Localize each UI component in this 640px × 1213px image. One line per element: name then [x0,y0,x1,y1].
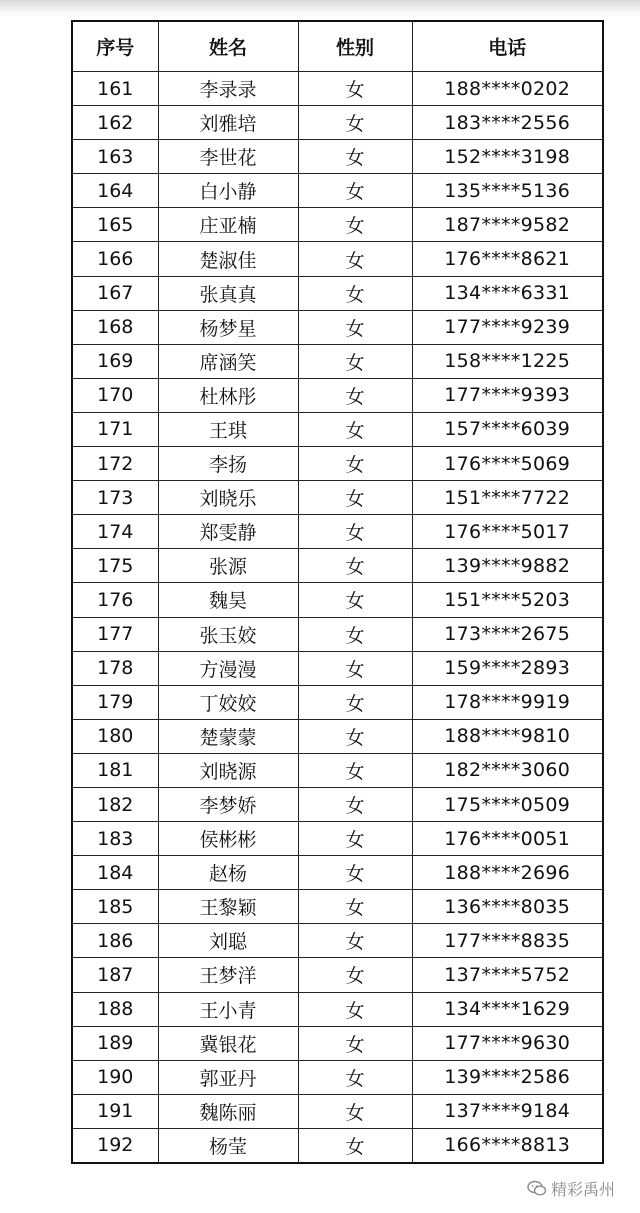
cell-name: 张真真 [158,276,298,310]
watermark [524,1176,618,1201]
cell-gender: 女 [298,1060,412,1094]
cell-index: 185 [72,890,158,924]
cell-gender: 女 [298,447,412,481]
cell-phone: 137****9184 [412,1094,603,1128]
cell-index: 180 [72,719,158,753]
cell-gender: 女 [298,276,412,310]
cell-gender: 女 [298,958,412,992]
cell-index: 179 [72,685,158,719]
table-row [72,140,603,174]
cell-index: 175 [72,549,158,583]
cell-gender: 女 [298,1094,412,1128]
table-row [72,515,603,549]
cell-phone: 134****1629 [412,992,603,1026]
table-row [72,106,603,140]
cell-phone: 177****9239 [412,310,603,344]
cell-name: 庄亚楠 [158,208,298,242]
cell-name: 李世花 [158,140,298,174]
table-row [72,174,603,208]
cell-index: 176 [72,583,158,617]
cell-phone: 187****9582 [412,208,603,242]
cell-index: 184 [72,856,158,890]
table-row [72,242,603,276]
cell-index: 169 [72,344,158,378]
cell-gender: 女 [298,481,412,515]
cell-name: 楚淑佳 [158,242,298,276]
table-row [72,822,603,856]
cell-name: 魏昊 [158,583,298,617]
cell-phone: 176****0051 [412,822,603,856]
table-row [72,924,603,958]
cell-index: 163 [72,140,158,174]
cell-gender: 女 [298,412,412,446]
table-row [72,1094,603,1128]
cell-name: 魏陈丽 [158,1094,298,1128]
header-row [72,21,603,72]
cell-name: 刘聪 [158,924,298,958]
cell-name: 侯彬彬 [158,822,298,856]
cell-index: 171 [72,412,158,446]
cell-phone: 152****3198 [412,140,603,174]
cell-index: 181 [72,753,158,787]
cell-name: 方漫漫 [158,651,298,685]
cell-name: 刘雅培 [158,106,298,140]
cell-gender: 女 [298,753,412,787]
cell-name: 杜林彤 [158,378,298,412]
cell-phone: 158****1225 [412,344,603,378]
cell-phone: 178****9919 [412,685,603,719]
header-phone: 电话 [412,21,603,72]
cell-gender: 女 [298,992,412,1026]
table-row [72,276,603,310]
table-row [72,344,603,378]
cell-name: 杨梦星 [158,310,298,344]
cell-phone: 137****5752 [412,958,603,992]
table-row [72,208,603,242]
cell-name: 丁姣姣 [158,685,298,719]
cell-phone: 176****8621 [412,242,603,276]
header-index: 序号 [72,21,158,72]
cell-phone: 135****5136 [412,174,603,208]
cell-name: 王琪 [158,412,298,446]
cell-phone: 175****0509 [412,787,603,821]
cell-gender: 女 [298,787,412,821]
cell-phone: 166****8813 [412,1128,603,1163]
wechat-icon [527,1180,547,1197]
table-row [72,651,603,685]
cell-phone: 176****5017 [412,515,603,549]
cell-gender: 女 [298,140,412,174]
cell-phone: 188****9810 [412,719,603,753]
cell-name: 冀银花 [158,1026,298,1060]
cell-phone: 188****0202 [412,72,603,106]
cell-phone: 177****8835 [412,924,603,958]
cell-phone: 139****9882 [412,549,603,583]
table-row [72,719,603,753]
cell-gender: 女 [298,72,412,106]
cell-gender: 女 [298,378,412,412]
cell-phone: 188****2696 [412,856,603,890]
cell-index: 189 [72,1026,158,1060]
cell-index: 172 [72,447,158,481]
cell-name: 楚蒙蒙 [158,719,298,753]
cell-name: 张玉姣 [158,617,298,651]
cell-phone: 177****9630 [412,1026,603,1060]
table-row [72,447,603,481]
table-row [72,72,603,106]
cell-gender: 女 [298,719,412,753]
cell-gender: 女 [298,822,412,856]
cell-index: 166 [72,242,158,276]
watermark-text: 精彩禹州 [550,1180,615,1199]
cell-name: 席涵笑 [158,344,298,378]
cell-gender: 女 [298,1026,412,1060]
cell-name: 李扬 [158,447,298,481]
table-row [72,549,603,583]
cell-index: 188 [72,992,158,1026]
cell-name: 李录录 [158,72,298,106]
cell-gender: 女 [298,856,412,890]
cell-gender: 女 [298,242,412,276]
cell-index: 170 [72,378,158,412]
cell-gender: 女 [298,651,412,685]
cell-gender: 女 [298,310,412,344]
cell-gender: 女 [298,549,412,583]
cell-index: 173 [72,481,158,515]
cell-index: 174 [72,515,158,549]
cell-name: 刘晓源 [158,753,298,787]
cell-name: 杨莹 [158,1128,298,1163]
cell-name: 王黎颖 [158,890,298,924]
cell-phone: 151****7722 [412,481,603,515]
cell-name: 王梦洋 [158,958,298,992]
cell-name: 郑雯静 [158,515,298,549]
cell-index: 165 [72,208,158,242]
cell-gender: 女 [298,208,412,242]
cell-phone: 173****2675 [412,617,603,651]
table-row [72,1060,603,1094]
cell-gender: 女 [298,344,412,378]
cell-phone: 139****2586 [412,1060,603,1094]
table-row [72,787,603,821]
cell-index: 190 [72,1060,158,1094]
cell-gender: 女 [298,685,412,719]
cell-gender: 女 [298,890,412,924]
cell-name: 郭亚丹 [158,1060,298,1094]
cell-phone: 151****5203 [412,583,603,617]
cell-name: 张源 [158,549,298,583]
cell-phone: 159****2893 [412,651,603,685]
cell-index: 167 [72,276,158,310]
cell-gender: 女 [298,1128,412,1163]
top-shadow [0,0,640,18]
roster-table [71,20,604,1164]
table-row [72,856,603,890]
cell-phone: 177****9393 [412,378,603,412]
cell-index: 192 [72,1128,158,1163]
cell-index: 187 [72,958,158,992]
header-name: 姓名 [158,21,298,72]
cell-gender: 女 [298,924,412,958]
header-gender: 性别 [298,21,412,72]
table-row [72,412,603,446]
cell-phone: 182****3060 [412,753,603,787]
table-row [72,958,603,992]
cell-gender: 女 [298,617,412,651]
cell-name: 白小静 [158,174,298,208]
cell-gender: 女 [298,583,412,617]
cell-phone: 176****5069 [412,447,603,481]
table-row [72,1128,603,1163]
cell-phone: 157****6039 [412,412,603,446]
table-row [72,753,603,787]
cell-gender: 女 [298,174,412,208]
cell-index: 183 [72,822,158,856]
table-row [72,617,603,651]
cell-index: 164 [72,174,158,208]
cell-phone: 134****6331 [412,276,603,310]
cell-index: 186 [72,924,158,958]
cell-index: 161 [72,72,158,106]
table-row [72,890,603,924]
cell-gender: 女 [298,515,412,549]
cell-index: 168 [72,310,158,344]
cell-index: 182 [72,787,158,821]
cell-index: 162 [72,106,158,140]
cell-index: 177 [72,617,158,651]
cell-name: 李梦娇 [158,787,298,821]
cell-name: 刘晓乐 [158,481,298,515]
cell-index: 191 [72,1094,158,1128]
cell-name: 王小青 [158,992,298,1026]
table-row [72,378,603,412]
table-row [72,1026,603,1060]
table-row [72,992,603,1026]
table-row [72,310,603,344]
table-body [72,72,603,1164]
table-row [72,583,603,617]
cell-phone: 183****2556 [412,106,603,140]
cell-phone: 136****8035 [412,890,603,924]
table-row [72,685,603,719]
table-row [72,481,603,515]
cell-name: 赵杨 [158,856,298,890]
cell-index: 178 [72,651,158,685]
cell-gender: 女 [298,106,412,140]
